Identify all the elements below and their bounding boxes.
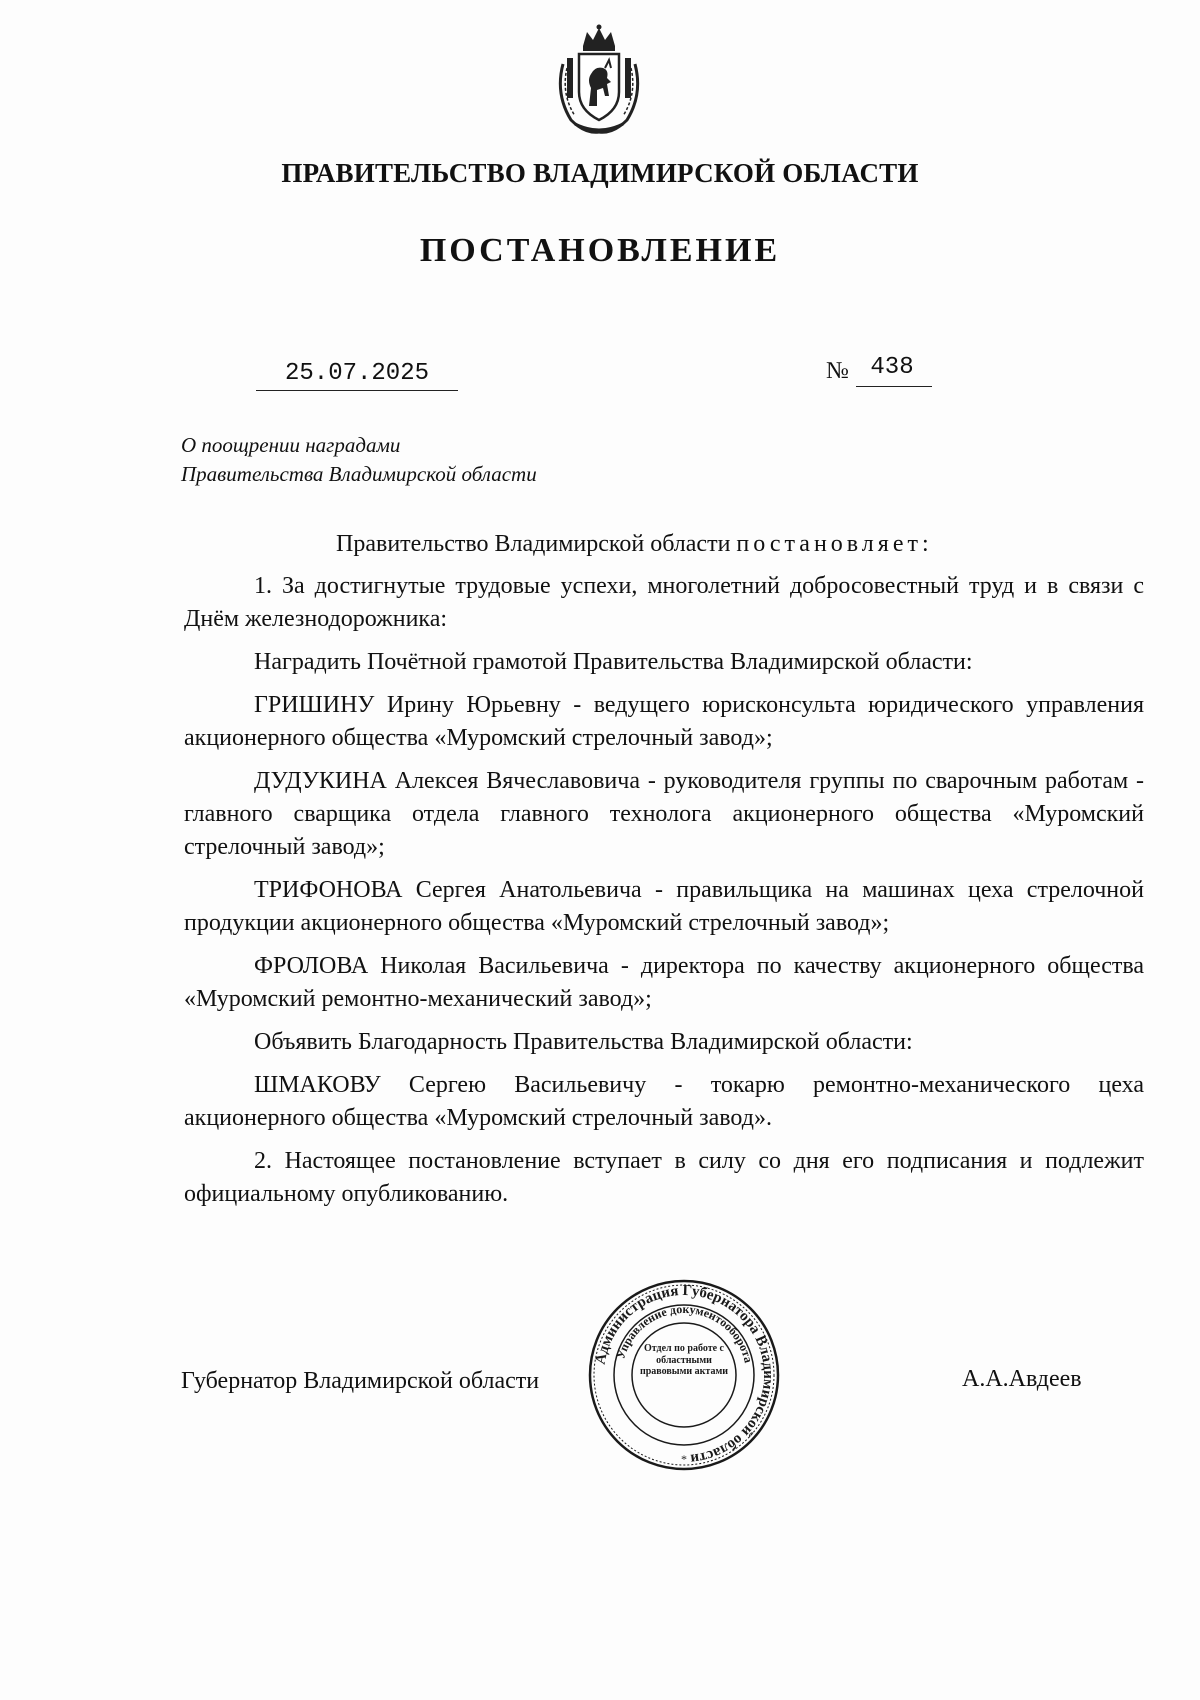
award-1-person-4: ФРОЛОВА Николая Васильевича - директора по качеству акционерного общества «Муромский ремонтно-механический завод»; (184, 953, 1144, 1012)
document-type-title: ПОСТАНОВЛЕНИЕ (419, 232, 781, 269)
date-underline (256, 390, 458, 391)
organization-title: ПРАВИТЕЛЬСТВО ВЛАДИМИРСКОЙ ОБЛАСТИ (281, 158, 919, 188)
subject-line-1: О поощрении наградами (181, 433, 401, 457)
seal-star-icon: * (681, 1452, 687, 1466)
document-date: 25.07.2025 (284, 360, 430, 387)
subject-line-2: Правительства Владимирской области (181, 462, 537, 486)
award-2-heading: Объявить Благодарность Правительства Владимирской области: (254, 1029, 913, 1055)
item-1-intro: 1. За достигнутые трудовые успехи, многолетний добросовестный труд и в связи с Днём железнодорожника: (184, 573, 1144, 632)
award-1-heading: Наградить Почётной грамотой Правительства Владимирской области: (254, 649, 973, 675)
preamble-spaced-word: постановляет (736, 531, 922, 557)
preamble-start: Правительство Владимирской области (336, 531, 737, 557)
award-1-person-1: ГРИШИНУ Ирину Юрьевну - ведущего юрисконсульта юридического управления акционерного общества «Муромский стрелочный завод»; (184, 692, 1144, 751)
seal-middle-text: Управление документооборота (613, 1301, 756, 1365)
preamble (184, 528, 1144, 561)
award-2-person-1: ШМАКОВУ Сергею Васильевичу - токарю ремонтно-механического цеха акционерного общества «Муромский стрелочный завод». (184, 1072, 1144, 1131)
number-sign: № (826, 358, 849, 384)
award-1-person-3: ТРИФОНОВА Сергея Анатольевича - правильщика на машинах цеха стрелочной продукции акционерного общества «Муромский стрелочный завод»; (184, 877, 1144, 936)
preamble-end: : (921, 531, 929, 557)
official-seal (586, 1277, 782, 1473)
coat-of-arms-icon (549, 24, 649, 136)
award-1-person-2: ДУДУКИНА Алексея Вячеславовича - руководителя группы по сварочным работам - главного сварщика отдела главного технолога акционерного общества «Муромский стрелочный завод»; (184, 768, 1144, 860)
item-2: 2. Настоящее постановление вступает в силу со дня его подписания и подлежит официальному опубликованию. (184, 1148, 1144, 1207)
signatory-name: А.А.Авдеев (962, 1366, 1082, 1392)
document-body (184, 528, 1144, 1211)
number-underline (856, 386, 932, 387)
seal-center-text: Отдел по работе с областными правовыми актами (639, 1343, 729, 1377)
document-number: 438 (870, 354, 914, 381)
seal-outer-text: Администрация Губернатора Владимирской области (592, 1282, 777, 1467)
document-subject (181, 431, 537, 489)
signatory-title: Губернатор Владимирской области (181, 1368, 540, 1394)
